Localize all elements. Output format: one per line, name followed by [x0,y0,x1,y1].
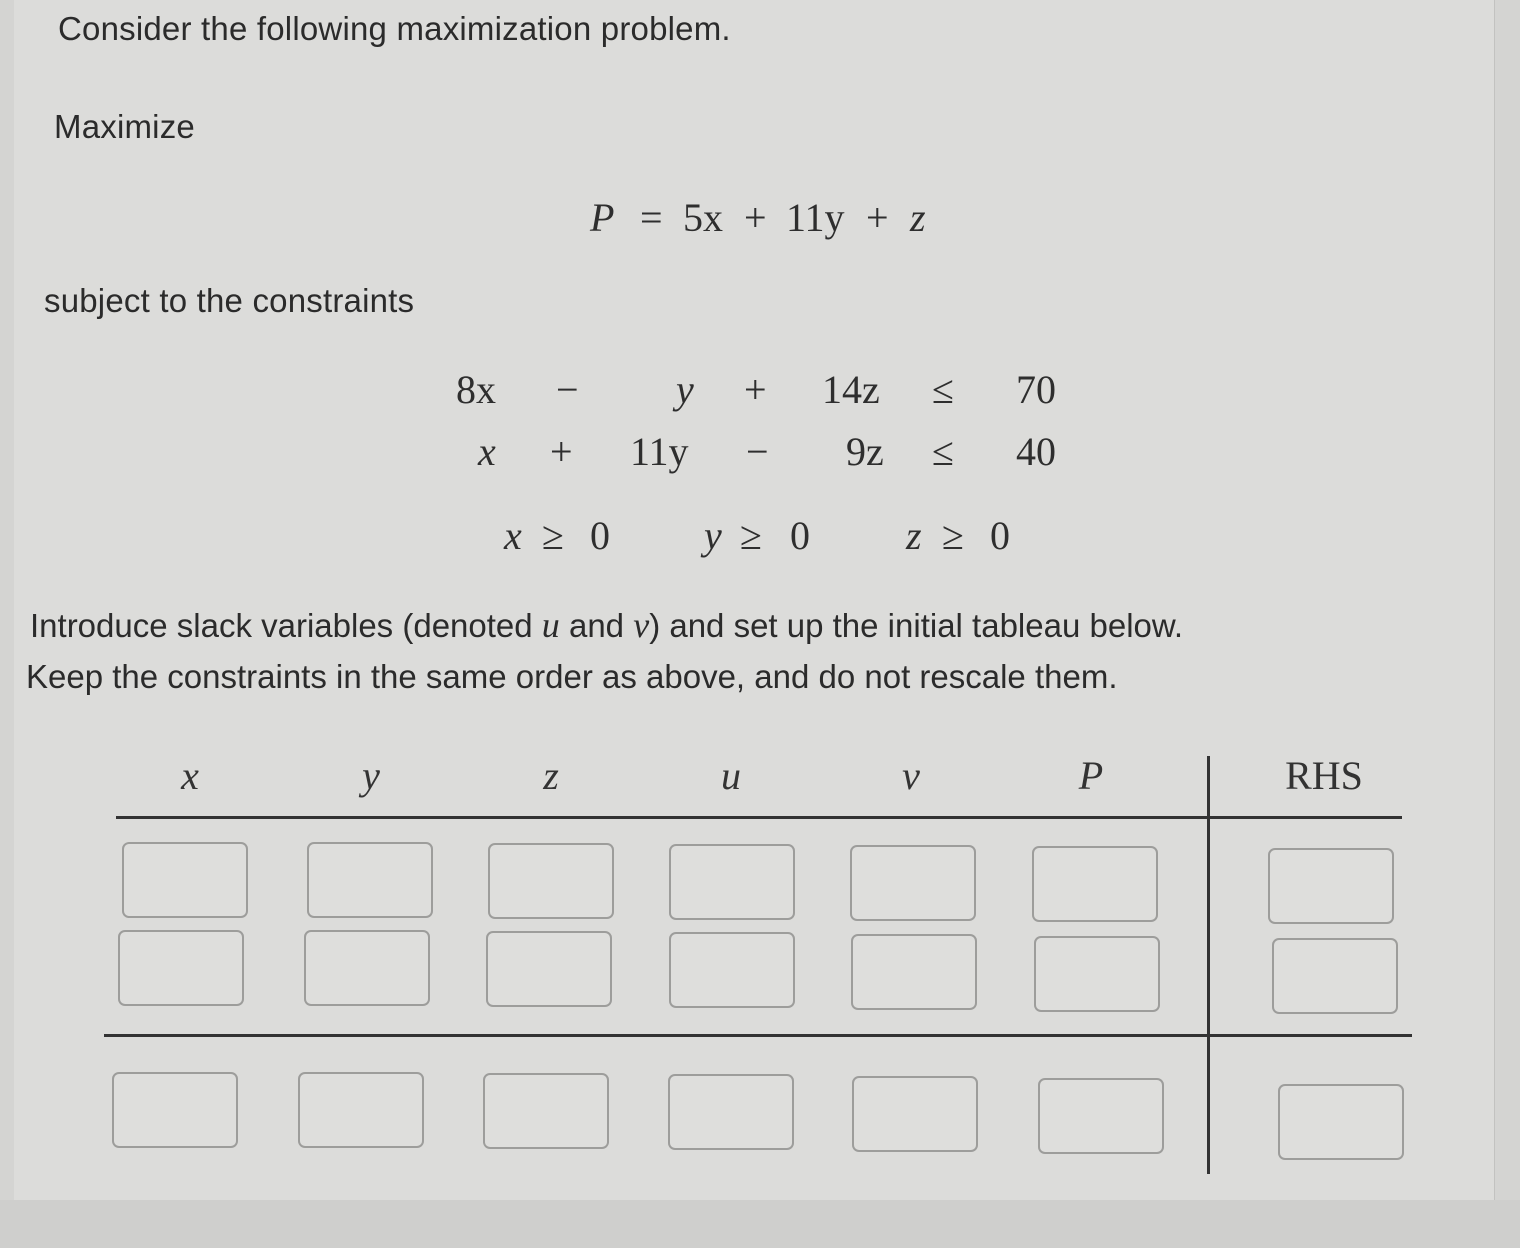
cell-r2-v[interactable] [851,934,977,1010]
cell-r2-z[interactable] [486,931,612,1007]
cell-r2-u[interactable] [669,932,795,1008]
header-RHS: RHS [1285,753,1363,798]
instructions-text-b: and [559,607,634,644]
problem-panel [14,0,1495,1200]
instructions-line-2: Keep the constraints in the same order as above, and do not rescale them. [26,658,1118,695]
cell-r1-u[interactable] [669,844,795,920]
c2-rhs: 40 [1016,429,1056,474]
c1-x-term: 8x [456,367,496,412]
c1-op-2: + [744,367,767,412]
constraints-label: subject to the constraints [44,282,415,319]
cell-r1-y[interactable] [307,842,433,918]
header-z: z [543,753,559,798]
maximize-label: Maximize [54,108,195,145]
c1-op-1: − [556,367,579,412]
nonneg-y-rel: ≥ [740,513,762,558]
instructions-line-1 [30,604,1183,646]
c2-op-2: − [746,429,769,474]
objective-plus-2: + [866,195,889,240]
objective-plus-1: + [744,195,767,240]
intro-text: Consider the following maximization problem. [58,10,731,47]
nonneg-y-val: 0 [790,513,810,558]
objective-term-x: 5x [683,195,723,240]
c2-x-term: x [478,429,496,474]
cell-r3-v[interactable] [852,1076,978,1152]
nonneg-x-var: x [504,513,522,558]
objective-term-y: 11y [786,195,845,240]
slack-var-u: u [541,605,560,645]
objective-lhs: P [590,195,615,240]
cell-r1-z[interactable] [488,843,614,919]
cell-r1-P[interactable] [1032,846,1158,922]
header-v: v [902,753,920,798]
c1-rhs: 70 [1016,367,1056,412]
cell-r1-v[interactable] [850,845,976,921]
c2-y-term: 11y [630,429,689,474]
cell-r2-y[interactable] [304,930,430,1006]
header-u: u [721,753,741,798]
header-P: P [1078,753,1104,798]
cell-r3-x[interactable] [112,1072,238,1148]
nonneg-y-var: y [704,513,722,558]
instructions-text-a: Introduce slack variables (denoted [30,607,542,644]
cell-r3-y[interactable] [298,1072,424,1148]
slack-var-v: v [633,605,650,645]
objective-term-z: z [910,195,926,240]
cell-r2-RHS[interactable] [1272,938,1398,1014]
tableau-objective-rule [104,1034,1412,1037]
header-y: y [362,753,380,798]
cell-r2-x[interactable] [118,930,244,1006]
cell-r3-z[interactable] [483,1073,609,1149]
c2-relation: ≤ [932,429,954,474]
c1-z-term: 14z [822,367,880,412]
c2-op-1: + [550,429,573,474]
nonneg-x-rel: ≥ [542,513,564,558]
cell-r3-RHS[interactable] [1278,1084,1404,1160]
header-x: x [181,753,199,798]
cell-r3-u[interactable] [668,1074,794,1150]
nonneg-z-var: z [906,513,922,558]
c2-z-term: 9z [846,429,884,474]
nonneg-z-rel: ≥ [942,513,964,558]
nonneg-x-val: 0 [590,513,610,558]
cell-r3-P[interactable] [1038,1078,1164,1154]
c1-relation: ≤ [932,367,954,412]
c1-y-term: y [676,367,694,412]
cell-r1-x[interactable] [122,842,248,918]
cell-r1-RHS[interactable] [1268,848,1394,924]
page-bottom-strip [0,1200,1520,1248]
objective-equals: = [640,195,663,240]
tableau-rhs-divider [1207,756,1210,1174]
cell-r2-P[interactable] [1034,936,1160,1012]
instructions-text-c: ) and set up the initial tableau below. [649,607,1184,644]
nonneg-z-val: 0 [990,513,1010,558]
